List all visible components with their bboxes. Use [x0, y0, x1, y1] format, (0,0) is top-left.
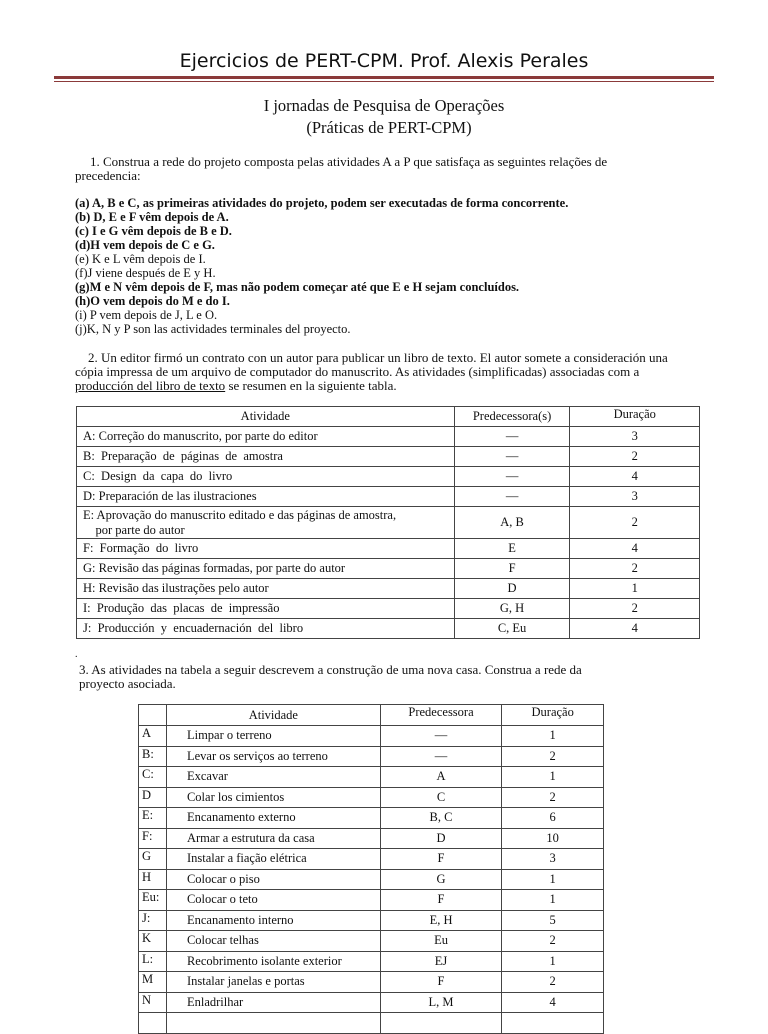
duration-cell: 10 — [502, 828, 604, 849]
activity-cell: Enladrilhar — [166, 992, 380, 1013]
table-row — [139, 849, 604, 870]
duration-cell: 1 — [570, 579, 700, 599]
predecessor-cell: F — [380, 972, 502, 993]
predecessor-cell: A — [380, 767, 502, 788]
table-row — [139, 808, 604, 829]
table-row — [77, 539, 700, 559]
activity-cell: F: Formação do livro — [77, 539, 455, 559]
relation-item: (j)K, N y P son las actividades terminales del proyecto. — [75, 322, 351, 336]
activity-cell-line1: E: Aprovação do manuscrito editado e das páginas de amostra, — [83, 507, 397, 522]
table-row — [139, 992, 604, 1013]
predecessor-cell: C, Eu — [454, 619, 570, 639]
activity-cell: Colar los cimientos — [166, 787, 380, 808]
activity-cell — [166, 1013, 380, 1034]
table-row — [77, 447, 700, 467]
column-header-predecessor: Predecessora — [380, 705, 502, 726]
activity-cell: G: Revisão das páginas formadas, por parte do autor — [77, 559, 455, 579]
duration-cell — [502, 1013, 604, 1034]
predecessor-cell: L, M — [380, 992, 502, 1013]
ex3-text-line2: proyecto asociada. — [79, 676, 176, 691]
table-row — [139, 931, 604, 952]
header-rule-thin — [54, 81, 714, 82]
duration-cell: 2 — [570, 507, 700, 539]
ex2-text-line2: cópia impressa de um arquivo de computador do manuscrito. As atividades (simplificadas) associadas com a — [75, 364, 640, 379]
table-row — [77, 427, 700, 447]
activity-cell: Limpar o terreno — [166, 726, 380, 747]
activity-cell: Instalar janelas e portas — [166, 972, 380, 993]
column-header-activity: Atividade — [166, 705, 380, 726]
predecessor-cell: F — [380, 890, 502, 911]
predecessor-cell: EJ — [380, 951, 502, 972]
activity-cell-line2: por parte do autor — [83, 522, 185, 537]
predecessor-cell: — — [380, 746, 502, 767]
activity-cell: Excavar — [166, 767, 380, 788]
key-cell: H — [139, 869, 167, 890]
predecessor-cell: G — [380, 869, 502, 890]
activity-cell: Colocar o piso — [166, 869, 380, 890]
column-header-predecessors: Predecessora(s) — [454, 407, 570, 427]
document-subtitle: (Práticas de PERT-CPM) — [306, 118, 472, 137]
duration-cell: 4 — [502, 992, 604, 1013]
ex3-text-line1: 3. As atividades na tabela a seguir descrevem a construção de uma nova casa. Construa a rede da — [79, 662, 582, 677]
activity-cell: I: Produção das placas de impressão — [77, 599, 455, 619]
duration-cell: 2 — [502, 972, 604, 993]
predecessor-cell: B, C — [380, 808, 502, 829]
duration-cell: 2 — [502, 746, 604, 767]
activity-cell: Armar a estrutura da casa — [166, 828, 380, 849]
duration-cell: 2 — [570, 559, 700, 579]
predecessor-cell: — — [454, 427, 570, 447]
duration-cell: 3 — [502, 849, 604, 870]
predecessor-cell: A, B — [454, 507, 570, 539]
document-title: I jornadas de Pesquisa de Operações — [263, 96, 505, 115]
ex2-text-line3-rest: se resumen en la siguiente tabla. — [225, 378, 397, 393]
table-row — [77, 559, 700, 579]
table-row — [139, 910, 604, 931]
table-row — [77, 507, 700, 539]
predecessor-cell: E — [454, 539, 570, 559]
column-header-activity: Atividade — [77, 407, 455, 427]
duration-cell: 2 — [570, 447, 700, 467]
key-cell — [139, 1013, 167, 1034]
duration-cell: 2 — [502, 787, 604, 808]
ex1-intro-line2: precedencia: — [75, 168, 141, 183]
predecessor-cell: C — [380, 787, 502, 808]
key-cell: Eu: — [139, 890, 167, 911]
activity-cell: Encanamento externo — [166, 808, 380, 829]
duration-cell: 5 — [502, 910, 604, 931]
predecessor-cell: — — [380, 726, 502, 747]
key-cell: E: — [139, 808, 167, 829]
table-row — [139, 972, 604, 993]
table-header-row — [77, 407, 700, 427]
relation-item: (b) D, E e F vêm depois de A. — [75, 210, 229, 224]
ex2-text-line3 — [75, 379, 715, 393]
duration-cell: 1 — [502, 726, 604, 747]
activity-cell: D: Preparación de las ilustraciones — [77, 487, 455, 507]
table-row — [139, 767, 604, 788]
column-header-duration: Duração — [502, 705, 604, 726]
duration-cell: 1 — [502, 951, 604, 972]
activity-cell: C: Design da capa do livro — [77, 467, 455, 487]
duration-cell: 4 — [570, 539, 700, 559]
table-row — [139, 869, 604, 890]
predecessor-cell: F — [380, 849, 502, 870]
activity-cell: Colocar o teto — [166, 890, 380, 911]
activity-cell: Recobrimento isolante exterior — [166, 951, 380, 972]
key-cell: C: — [139, 767, 167, 788]
header-rule — [54, 76, 714, 79]
key-cell: D — [139, 787, 167, 808]
ex1-intro-line1: 1. Construa a rede do projeto composta pelas atividades A a P que satisfaça as seguintes relações de — [90, 154, 608, 169]
page-header-title: Ejercicios de PERT-CPM. Prof. Alexis Perales — [179, 50, 589, 72]
table-row — [77, 467, 700, 487]
ex2-text-line1: 2. Un editor firmó un contrato con un autor para publicar un libro de texto. El autor somete a consideración una — [88, 350, 668, 365]
predecessor-cell: — — [454, 447, 570, 467]
duration-cell: 3 — [570, 487, 700, 507]
table-row — [77, 487, 700, 507]
duration-cell: 1 — [502, 869, 604, 890]
duration-cell: 1 — [502, 890, 604, 911]
duration-cell: 2 — [570, 599, 700, 619]
relation-item: (e) K e L vêm depois de I. — [75, 252, 206, 266]
table-row — [77, 599, 700, 619]
predecessor-cell: G, H — [454, 599, 570, 619]
key-cell: L: — [139, 951, 167, 972]
duration-cell: 1 — [502, 767, 604, 788]
activity-cell: Colocar telhas — [166, 931, 380, 952]
predecessor-cell: — — [454, 487, 570, 507]
relation-item: (d)H vem depois de C e G. — [75, 238, 215, 252]
key-cell: A — [139, 726, 167, 747]
predecessor-cell: E, H — [380, 910, 502, 931]
activity-cell — [77, 507, 455, 539]
table-row — [139, 787, 604, 808]
column-header-key — [139, 705, 167, 726]
key-cell: N — [139, 992, 167, 1013]
activity-cell: H: Revisão das ilustrações pelo autor — [77, 579, 455, 599]
duration-cell: 6 — [502, 808, 604, 829]
predecessor-cell: D — [380, 828, 502, 849]
relation-item: (h)O vem depois do M e do I. — [75, 294, 230, 308]
key-cell: B: — [139, 746, 167, 767]
activity-cell: Levar os serviços ao terreno — [166, 746, 380, 767]
key-cell: J: — [139, 910, 167, 931]
relation-item: (a) A, B e C, as primeiras atividades do projeto, podem ser executadas de forma concorrente. — [75, 196, 569, 210]
duration-cell: 4 — [570, 467, 700, 487]
duration-cell: 3 — [570, 427, 700, 447]
relation-item: (c) I e G vêm depois de B e D. — [75, 224, 232, 238]
key-cell: M — [139, 972, 167, 993]
table-row — [139, 951, 604, 972]
activity-cell: J: Producción y encuadernación del libro — [77, 619, 455, 639]
key-cell: F: — [139, 828, 167, 849]
activity-cell: Encanamento interno — [166, 910, 380, 931]
table-row — [139, 746, 604, 767]
activity-cell: Instalar a fiação elétrica — [166, 849, 380, 870]
ex2-underlined-phrase: producción del libro de texto — [75, 378, 226, 393]
predecessor-cell: D — [454, 579, 570, 599]
table-row — [139, 726, 604, 747]
table-row — [77, 619, 700, 639]
predecessor-cell: — — [454, 467, 570, 487]
predecessor-cell: Eu — [380, 931, 502, 952]
table-row — [139, 828, 604, 849]
duration-cell: 2 — [502, 931, 604, 952]
column-header-duration: Duração — [570, 407, 700, 427]
table-row — [139, 890, 604, 911]
duration-cell: 4 — [570, 619, 700, 639]
stray-dot: . — [75, 649, 78, 660]
key-cell: G — [139, 849, 167, 870]
key-cell: K — [139, 931, 167, 952]
predecessor-cell: F — [454, 559, 570, 579]
relation-item: (g)M e N vêm depois de F, mas não podem começar até que E e H sejam concluídos. — [75, 280, 520, 294]
activity-cell: B: Preparação de páginas de amostra — [77, 447, 455, 467]
ex2-activities-table — [76, 406, 700, 639]
relation-item: (i) P vem depois de J, L e O. — [75, 308, 218, 322]
predecessor-cell — [380, 1013, 502, 1034]
table-row — [139, 1013, 604, 1034]
table-row — [77, 579, 700, 599]
ex3-activities-table — [138, 704, 604, 1034]
table-header-row — [139, 705, 604, 726]
activity-cell: A: Correção do manuscrito, por parte do editor — [77, 427, 455, 447]
relation-item: (f)J viene después de E y H. — [75, 266, 216, 280]
